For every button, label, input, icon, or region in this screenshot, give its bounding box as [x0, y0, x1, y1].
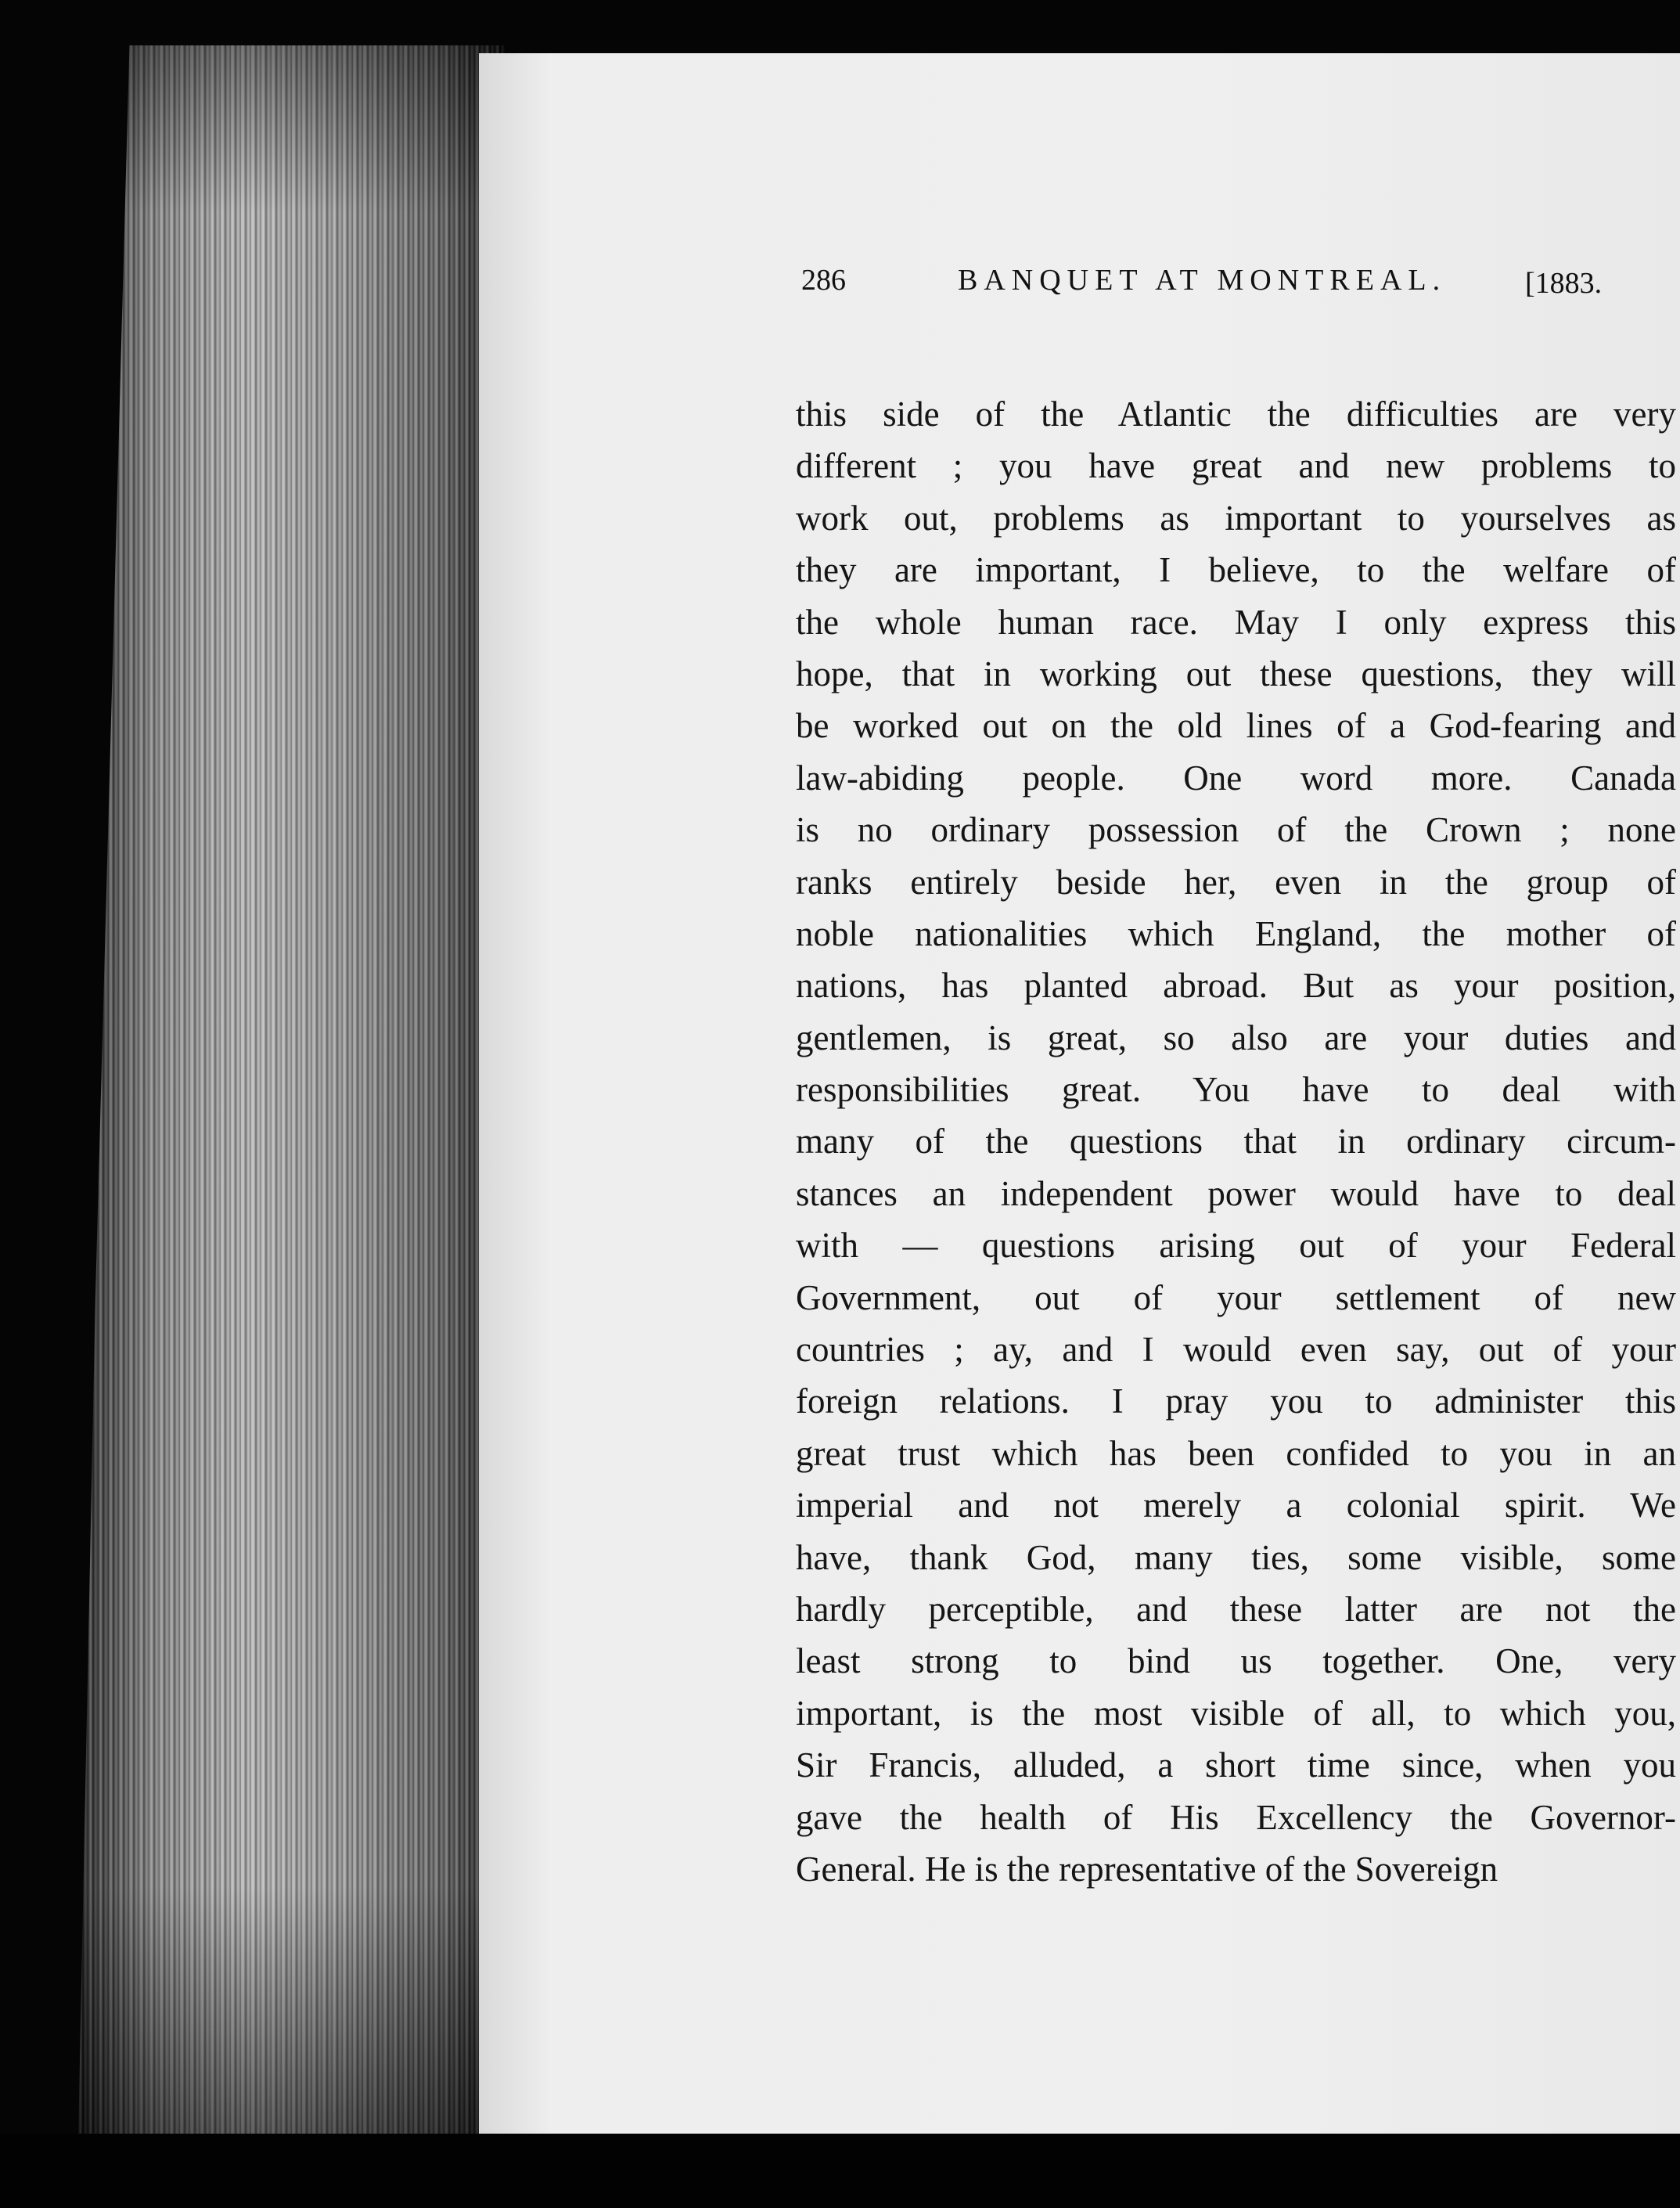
running-head — [801, 263, 1680, 318]
text-line: gentlemen, is great, so also are your duties and — [796, 1018, 1676, 1057]
scan-bottom-shadow — [0, 2134, 1680, 2208]
text-line: foreign relations. I pray you to administer this — [796, 1381, 1676, 1421]
text-line: work out, problems as important to yourselves as — [796, 498, 1676, 538]
body-text — [796, 388, 1676, 1895]
text-line: law-abiding people. One word more. Canada — [796, 758, 1676, 798]
text-line: Government, out of your settlement of new — [796, 1277, 1676, 1317]
book-page-edges — [78, 45, 505, 2137]
text-line: ranks entirely beside her, even in the group of — [796, 862, 1676, 902]
text-line: imperial and not merely a colonial spirit. We — [796, 1486, 1676, 1525]
text-line: great trust which has been confided to you in an — [796, 1433, 1676, 1473]
text-line: the whole human race. May I only express this — [796, 602, 1676, 642]
text-line: this side of the Atlantic the difficulties are very — [796, 394, 1676, 434]
text-line: stances an independent power would have to deal — [796, 1173, 1676, 1213]
text-line: is no ordinary possession of the Crown ; none — [796, 810, 1676, 850]
text-line: hardly perceptible, and these latter are not the — [796, 1589, 1676, 1629]
running-title: BANQUET AT MONTREAL. — [958, 264, 1447, 297]
text-line: they are important, I believe, to the welfare of — [796, 550, 1676, 590]
text-line: nations, has planted abroad. But as your position, — [796, 966, 1676, 1006]
text-line: many of the questions that in ordinary circum- — [796, 1122, 1676, 1162]
book-page — [479, 53, 1680, 2137]
text-line: have, thank God, many ties, some visible, some — [796, 1537, 1676, 1577]
running-year: [1883. — [1525, 267, 1603, 300]
text-line: gave the health of His Excellency the Governor- — [796, 1797, 1676, 1837]
text-line: different ; you have great and new problems to — [796, 446, 1676, 486]
text-line: Sir Francis, alluded, a short time since, when you — [796, 1745, 1676, 1785]
text-line: with — questions arising out of your Federal — [796, 1226, 1676, 1266]
text-line: be worked out on the old lines of a God-fearing and — [796, 706, 1676, 746]
page-number: 286 — [801, 264, 846, 297]
text-line: hope, that in working out these questions, they will — [796, 654, 1676, 693]
text-line: responsibilities great. You have to deal with — [796, 1070, 1676, 1110]
text-line: important, is the most visible of all, to which you, — [796, 1693, 1676, 1733]
text-line: noble nationalities which England, the mother of — [796, 913, 1676, 953]
text-line: least strong to bind us together. One, very — [796, 1641, 1676, 1681]
text-line: General. He is the representative of the Sovereign — [796, 1849, 1498, 1889]
text-line: countries ; ay, and I would even say, out of your — [796, 1330, 1676, 1370]
